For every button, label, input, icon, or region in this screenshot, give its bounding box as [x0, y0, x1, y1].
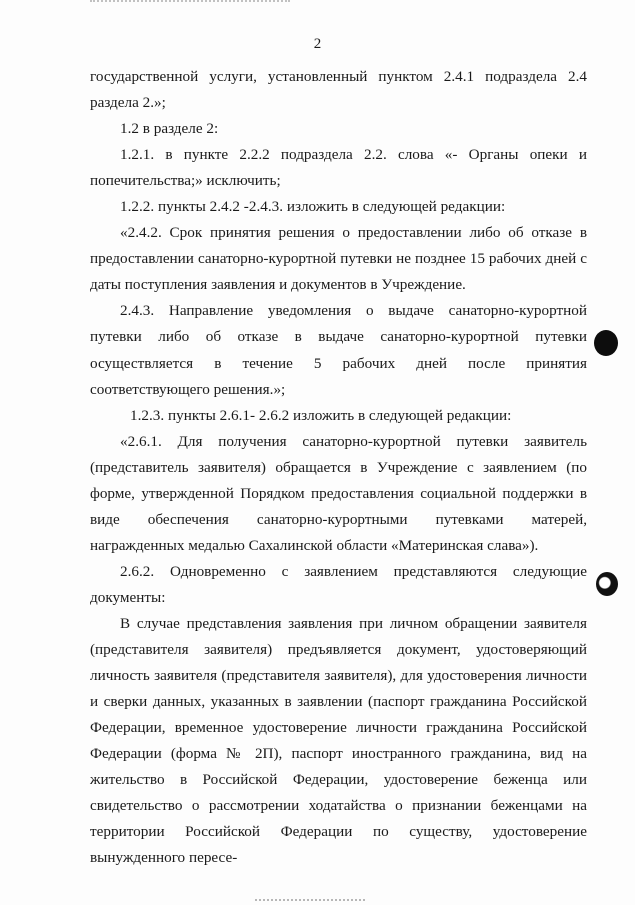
scan-artifact-top — [90, 0, 290, 5]
paragraph-8: «2.6.1. Для получения санаторно-курортной путевки заявитель (представитель заявителя) обращается в Учреждение с заявлением (по форме, утвержденной Порядком предоставления социальной поддержки в виде обеспечения санаторно-курортными путевками матерей, награжденных медалью Сахалинской области «Материнская слава»). — [90, 432, 587, 554]
document-body — [90, 64, 587, 871]
punch-hole-mark — [596, 572, 618, 596]
paragraph-6: 2.4.3. Направление уведомления о выдаче санаторно-курортной путевки либо об отказе в выдаче санаторно-курортной путевки осуществляется в течение 5 рабочих дней после принятия соответствующего решения.»; — [90, 302, 587, 398]
paragraph-7: 1.2.3. пункты 2.6.1- 2.6.2 изложить в следующей редакции: — [130, 406, 512, 424]
paragraph-1: государственной услуги, установленный пунктом 2.4.1 подраздела 2.4 раздела 2.»; — [90, 68, 587, 112]
paragraph-5: «2.4.2. Срок принятия решения о предоставлении либо об отказе в предоставлении санаторно-курортной путевки не позднее 15 рабочих дней с даты поступления заявления и документов в Учреждение. — [90, 224, 587, 294]
paragraph-10: В случае представления заявления при личном обращении заявителя (представителя заявителя) предъявляется документ, удостоверяющий личность заявителя (представителя заявителя), для удостоверения личности и сверки данных, указанных в заявлении (паспорт гражданина Российской Федерации, временное удостоверение личности гражданина Российской Федерации (форма № 2П), паспорт иностранного гражданина, вид на жительство в Российской Федерации, удостоверение беженца или свидетельство о рассмотрении ходатайства о признании беженцами на территории Российской Федерации по существу, удостоверение вынужденного пересе- — [90, 614, 587, 867]
page-number: 2 — [313, 36, 322, 52]
punch-hole-mark — [594, 330, 618, 356]
paragraph-2: 1.2 в разделе 2: — [120, 120, 219, 138]
paragraph-3: 1.2.1. в пункте 2.2.2 подраздела 2.2. слова «- Органы опеки и попечительства;» исключить; — [90, 146, 587, 190]
paragraph-4: 1.2.2. пункты 2.4.2 -2.4.3. изложить в следующей редакции: — [120, 198, 506, 216]
paragraph-9: 2.6.2. Одновременно с заявлением представляются следующие документы: — [90, 562, 587, 606]
scan-artifact-bottom — [255, 899, 365, 904]
